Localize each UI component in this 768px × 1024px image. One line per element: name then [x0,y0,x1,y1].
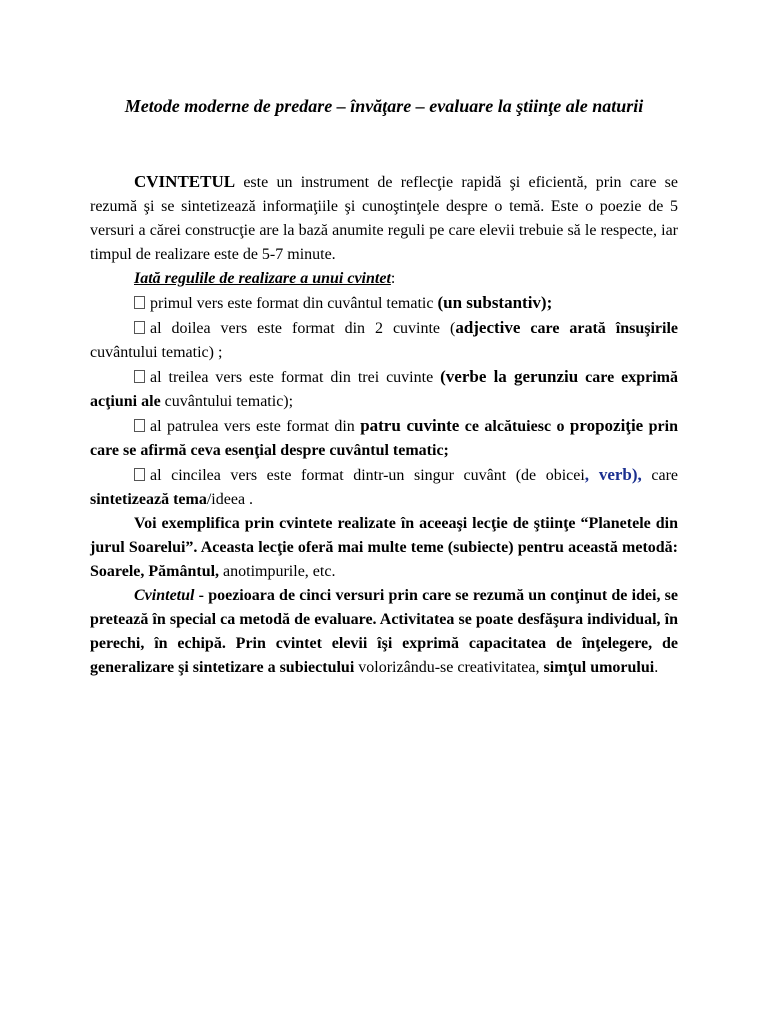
rule-4-tail: prin care se afirmă ceva esenţial despre cuvântul tematic; [90,418,678,459]
rule-2-emphasis: adjective [455,318,521,337]
document-title: Metode moderne de predare – învăţare – evaluare la ştiinţe ale naturii [124,96,644,116]
missing-glyph-box-icon [134,468,145,481]
missing-glyph-box-icon [134,321,145,334]
rule-3-bold-rest: care exprimă acţiuni ale [90,369,678,410]
missing-glyph-box-icon [134,296,145,309]
rule-item-5 [90,463,678,512]
rule-2-tail: cuvântului tematic) ; [90,344,223,361]
rule-4-text: al patrulea vers este format din [150,418,361,435]
rule-4-emphasis-2: propoziţie [569,416,644,435]
paragraph-definition-tail: volorizându-se creativitatea, [354,659,540,676]
rules-heading-text: Iată regulile de realizare a unui cvintet [134,270,391,287]
rule-1-text: primul vers este format din cuvântul tematic [150,295,438,312]
term-cvintetul: CVINTETUL [134,172,236,191]
rule-item-2 [90,316,678,365]
rule-5-tail: /ideea . [206,491,254,508]
rule-3-text: al treilea vers este format din trei cuvinte [150,369,441,386]
missing-glyph-box-icon [134,370,145,383]
rule-5-text: al cincilea vers este format dintr-un singur cuvânt (de obicei [150,467,585,484]
rule-3-tail: cuvântului tematic); [160,393,294,410]
rules-heading-colon: : [390,270,396,287]
rule-item-4 [90,414,678,463]
paragraph-intro-text: este un instrument de reflecţie rapidă şi eficientă, prin care se rezumă şi se sintetizează informaţiile şi cunoştinţele despre o temă. Este o poezie de 5 versuri a cărei construcţie are la bază anumite reguli pe care elevii trebuie să le respecte, iar timpul de realizare este de 5-7 minute. [90,174,678,263]
paragraph-example [90,512,678,584]
rule-5-rest: care [641,467,678,484]
rule-5-bold-tail: sintetizează tema [90,491,207,508]
paragraph-example-bold: Voi exemplifica prin cvintete realizate în aceeaşi lecţie de ştiinţe “Planetele din jurul Soarelui”. Aceasta lecţie oferă mai multe teme (subiecte) pentru această metodă: Soarele, Pământul, [90,515,678,580]
rules-heading [90,267,678,291]
rule-4-bold-mid: ce alcătuiesc o [459,418,570,435]
term-cvintetul-italic: Cvintetul [134,587,195,604]
rule-1-emphasis: (un substantiv); [437,293,553,312]
paragraph-definition-end: . [654,659,659,676]
paragraph-definition-bold-end: simţul umorului [539,659,655,676]
paragraph-example-tail: anotimpurile, etc. [219,563,336,580]
paragraph-intro [90,170,678,267]
document-body [90,170,678,680]
rule-item-1 [90,291,678,316]
rule-3-emphasis: (verbe la gerunziu [440,367,579,386]
paragraph-cvintet-definition [90,584,678,680]
rule-5-emphasis: , verb), [584,465,642,484]
rule-2-text: al doilea vers este format din 2 cuvinte ( [150,320,456,337]
rule-2-bold-rest: care arată însuşirile [520,320,678,337]
missing-glyph-box-icon [134,419,145,432]
rule-4-emphasis: patru cuvinte [360,416,460,435]
paragraph-definition-bold: - poezioara de cinci versuri prin care se rezumă un conţinut de idei, se pretează în special ca metodă de evaluare. Activitatea se poate desfăşura individual, în perechi, în echipă. Prin cvintet elevii îşi exprimă capacitatea de înţelegere, de generalizare şi sintetizare a subiectului [90,587,678,676]
rule-item-3 [90,365,678,414]
